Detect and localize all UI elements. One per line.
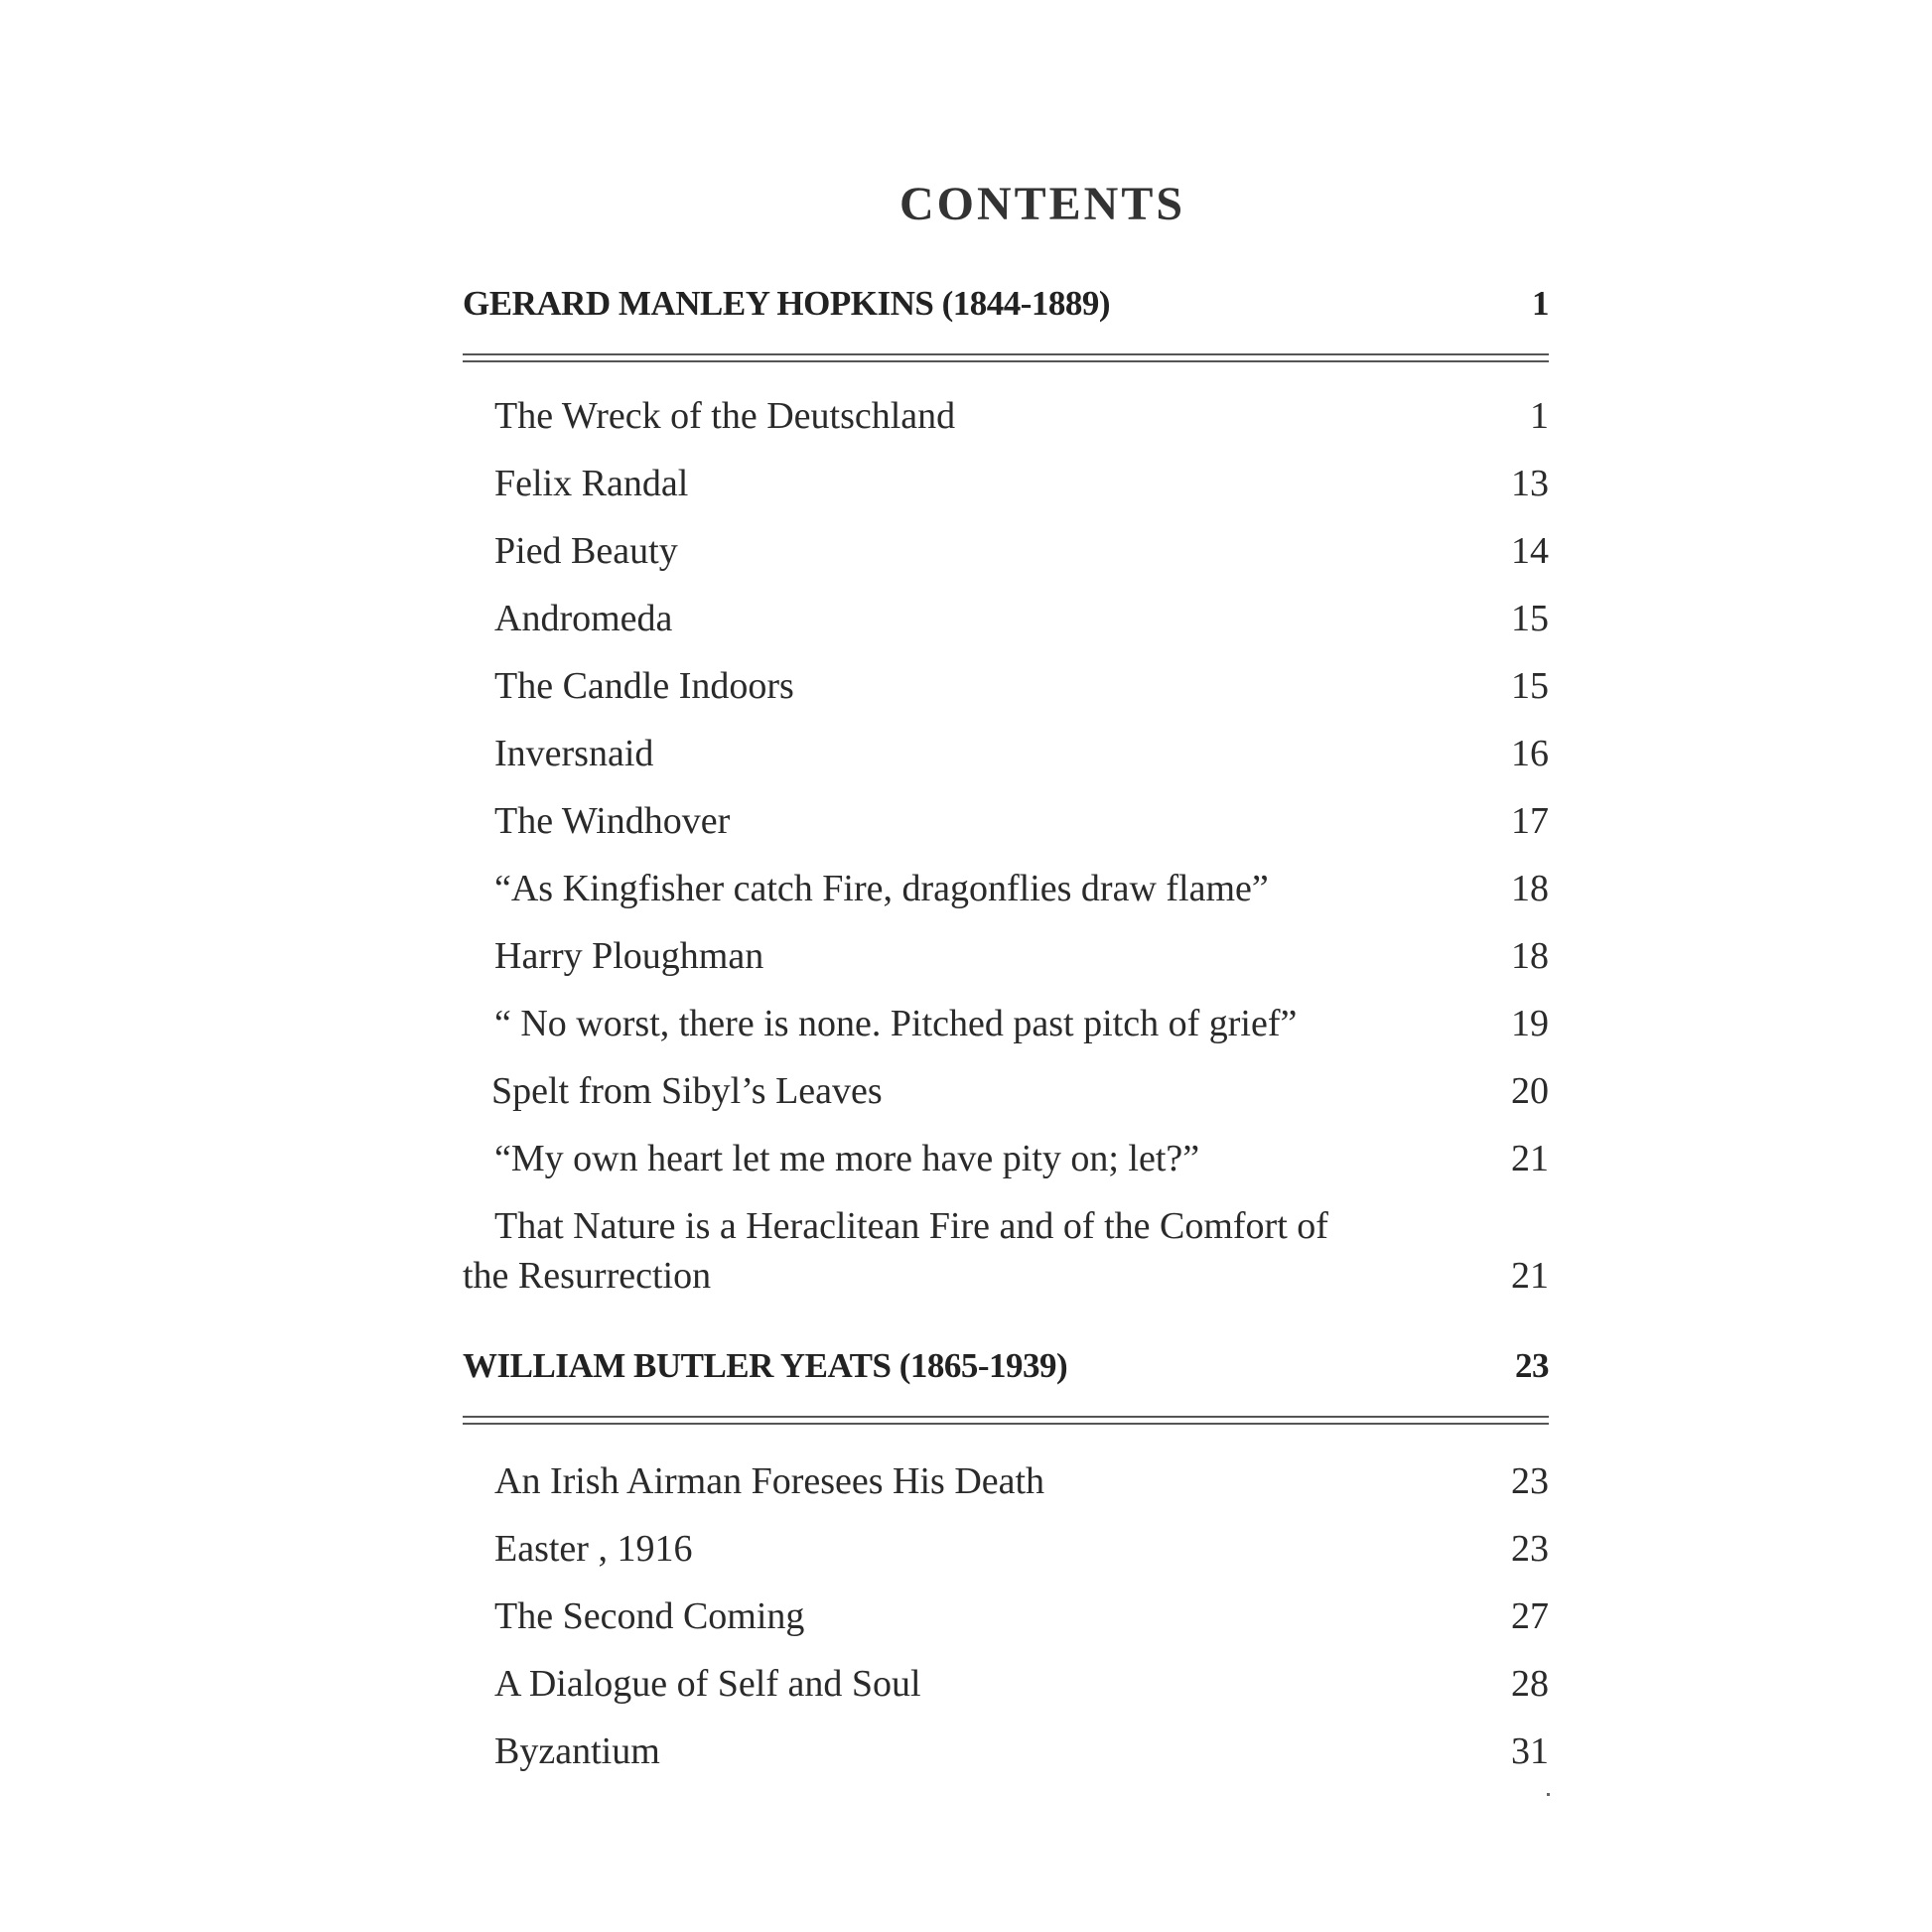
entry-title-line2: the Resurrection xyxy=(463,1255,712,1297)
entry-page-number: 23 xyxy=(1511,1460,1549,1502)
entry-title: “As Kingfisher catch Fire, dragonflies draw flame” xyxy=(494,868,1269,909)
toc-entry[interactable] xyxy=(463,600,1549,637)
entry-title: Spelt from Sibyl’s Leaves xyxy=(491,1070,883,1112)
scan-speck xyxy=(1547,1793,1550,1796)
toc-entry[interactable] xyxy=(463,532,1549,570)
entry-page-number: 13 xyxy=(1511,463,1549,504)
toc-entry[interactable] xyxy=(463,1140,1549,1177)
entry-title: Easter , 1916 xyxy=(494,1528,693,1570)
entry-page-number: 27 xyxy=(1511,1595,1549,1637)
entry-page-number: 19 xyxy=(1511,1003,1549,1044)
toc-entry[interactable] xyxy=(463,870,1549,907)
entry-page-number: 18 xyxy=(1511,868,1549,909)
entry-title: The Windhover xyxy=(494,800,731,842)
entry-page-number: 14 xyxy=(1511,530,1549,572)
entry-title: Harry Ploughman xyxy=(494,935,764,977)
entry-page-number: 16 xyxy=(1511,733,1549,774)
entry-title: The Candle Indoors xyxy=(494,665,794,707)
entry-title: “ No worst, there is none. Pitched past pitch of grief” xyxy=(494,1003,1298,1044)
toc-entry[interactable] xyxy=(463,1732,1549,1770)
section-heading-hopkins[interactable] xyxy=(463,286,1549,321)
toc-entry[interactable] xyxy=(463,937,1549,975)
entry-title: An Irish Airman Foresees His Death xyxy=(494,1460,1045,1502)
toc-entry[interactable] xyxy=(463,802,1549,840)
toc-entry[interactable] xyxy=(463,667,1549,705)
entry-page-number: 20 xyxy=(1511,1070,1549,1112)
entry-title: Felix Randal xyxy=(494,463,689,504)
entry-title: Pied Beauty xyxy=(494,530,678,572)
toc-entry[interactable] xyxy=(463,397,1549,435)
section-divider xyxy=(463,1416,1549,1425)
entry-page-number: 28 xyxy=(1511,1663,1549,1705)
entry-title-line2-row xyxy=(463,1251,1549,1301)
entry-page-number: 15 xyxy=(1511,665,1549,707)
entry-title: “My own heart let me more have pity on; let?” xyxy=(494,1138,1200,1179)
entry-page-number: 23 xyxy=(1511,1528,1549,1570)
section-heading-yeats[interactable] xyxy=(463,1348,1549,1383)
entry-page-number: 1 xyxy=(1530,395,1549,437)
entry-page-number: 15 xyxy=(1511,598,1549,639)
section-page-number: 1 xyxy=(1532,284,1549,323)
toc-entry[interactable] xyxy=(463,1665,1549,1703)
entry-title: Inversnaid xyxy=(494,733,654,774)
page-title: CONTENTS xyxy=(898,178,1186,230)
section-divider xyxy=(463,353,1549,362)
entry-title: Byzantium xyxy=(494,1730,660,1772)
section-title: GERARD MANLEY HOPKINS (1844-1889) xyxy=(463,284,1111,323)
entry-title-line1: That Nature is a Heraclitean Fire and of the Comfort of xyxy=(494,1205,1328,1247)
entry-page-number: 18 xyxy=(1511,935,1549,977)
entry-page-number: 21 xyxy=(1511,1255,1549,1297)
section-title: WILLIAM BUTLER YEATS (1865-1939) xyxy=(463,1346,1068,1385)
entry-page-number: 17 xyxy=(1511,800,1549,842)
entry-page-number: 31 xyxy=(1511,1730,1549,1772)
toc-entry[interactable] xyxy=(463,1597,1549,1635)
toc-entry[interactable] xyxy=(463,465,1549,502)
section-page-number: 23 xyxy=(1515,1346,1549,1385)
toc-entry[interactable] xyxy=(463,1462,1549,1500)
entry-title: Andromeda xyxy=(494,598,673,639)
toc-entry[interactable] xyxy=(463,1005,1549,1042)
entry-title: A Dialogue of Self and Soul xyxy=(494,1663,921,1705)
toc-entry[interactable] xyxy=(463,1530,1549,1568)
entry-page-number: 21 xyxy=(1511,1138,1549,1179)
entry-title: The Second Coming xyxy=(494,1595,805,1637)
toc-entry[interactable] xyxy=(463,735,1549,772)
toc-entry-wrapped[interactable] xyxy=(463,1201,1549,1301)
entry-title: The Wreck of the Deutschland xyxy=(494,395,956,437)
toc-entry[interactable] xyxy=(463,1072,1549,1110)
